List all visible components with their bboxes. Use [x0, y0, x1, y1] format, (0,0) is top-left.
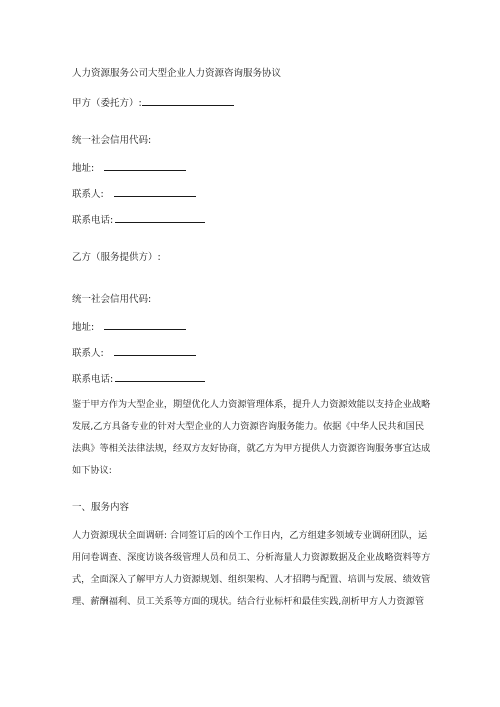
- section-1-heading: 一、服务内容: [72, 502, 130, 513]
- section-1-paragraph: [72, 525, 436, 613]
- party-a-line: [72, 96, 234, 110]
- party-a-phone-blank[interactable]: [115, 213, 205, 223]
- party-a-address-line: [72, 161, 186, 175]
- preamble-paragraph: [72, 394, 436, 482]
- preamble-line: 法典》等相关法律法规，经双方友好协商，就乙方为甲方提供人力资源咨询服务事宜达成: [72, 443, 431, 454]
- party-b-address-blank[interactable]: [104, 320, 186, 330]
- party-a-label: 甲方（委托方）:: [72, 98, 142, 109]
- document-title: 人力资源服务公司大型企业人力资源咨询服务协议: [72, 68, 282, 79]
- party-a-credit-code-label: 统一社会信用代码:: [72, 135, 152, 146]
- party-b-contact-label: 联系人:: [72, 348, 104, 359]
- party-a-address-blank[interactable]: [104, 161, 186, 171]
- preamble-line: 发展,乙方具备专业的针对大型企业的人力资源咨询服务能力。依据《中华人民共和国民: [72, 421, 425, 432]
- party-a-contact-blank[interactable]: [114, 187, 196, 197]
- party-b-contact-blank[interactable]: [114, 346, 196, 356]
- party-b-contact-line: [72, 346, 196, 360]
- party-a-address-label: 地址:: [72, 163, 95, 174]
- party-a-contact-label: 联系人:: [72, 189, 104, 200]
- preamble-line: 如下协议:: [72, 465, 112, 476]
- party-b-address-label: 地址:: [72, 322, 95, 333]
- party-b-label: 乙方（服务提供方）:: [72, 252, 161, 263]
- section-1-line: 人力资源现状全面调研: 合同签订后的凶个工作日内，乙方组建多领域专业调研团队，运: [72, 530, 428, 541]
- section-1-line: 式，全面深入了解甲方人力资源规划、组织架构、人才招聘与配置、培训与发展、绩效管: [72, 574, 431, 585]
- party-b-phone-label: 联系电话:: [72, 374, 114, 385]
- section-1-line: 用问卷调查、深度访谈各级管理人员和员工、分析海量人力资源数据及企业战略资料等方: [72, 552, 431, 563]
- party-a-name-blank[interactable]: [142, 96, 234, 106]
- party-b-address-line: [72, 320, 186, 334]
- party-b-phone-line: [72, 372, 205, 386]
- party-b-phone-blank[interactable]: [115, 372, 205, 382]
- preamble-line: 鉴于甲方作为大型企业，期望优化人力资源管理体系，提升人力资源效能以支持企业战略: [72, 399, 431, 410]
- party-a-phone-line: [72, 213, 205, 227]
- party-a-contact-line: [72, 187, 196, 201]
- party-b-credit-code-label: 统一社会信用代码:: [72, 294, 152, 305]
- party-a-phone-label: 联系电话:: [72, 215, 114, 226]
- section-1-line: 理、薪酬福利、员工关系等方面的现状。结合行业标杆和最佳实践,剖析甲方人力资源管: [72, 596, 425, 607]
